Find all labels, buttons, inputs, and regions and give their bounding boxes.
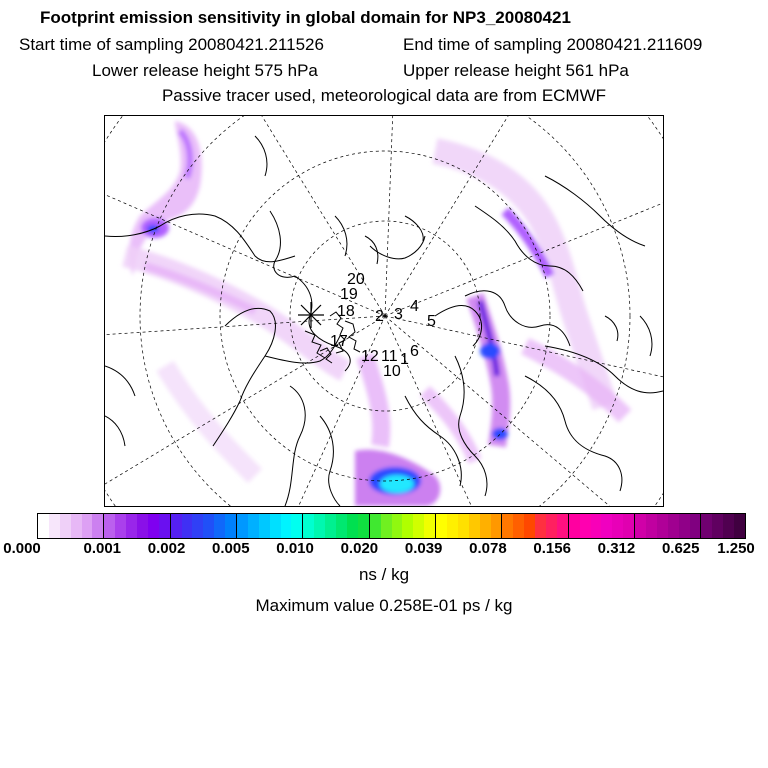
plume-northwest — [125, 121, 345, 476]
plot-title: Footprint emission sensitivity in global domain for NP3_20080421 — [40, 8, 571, 27]
color-swatch — [502, 514, 513, 538]
color-swatch — [436, 514, 447, 538]
color-swatch — [291, 514, 303, 538]
color-scale-tick-label: 0.078 — [469, 540, 507, 557]
color-swatch — [646, 514, 657, 538]
color-swatch — [392, 514, 403, 538]
color-swatch — [303, 514, 314, 538]
color-swatch — [402, 514, 413, 538]
color-swatch — [569, 514, 580, 538]
release-label-10: 10 — [383, 363, 401, 380]
color-swatch — [281, 514, 292, 538]
color-swatch — [171, 514, 182, 538]
color-scale-tick-label: 0.625 — [661, 540, 700, 557]
release-label-1: 1 — [400, 351, 409, 368]
color-swatch — [668, 514, 679, 538]
color-swatch — [214, 514, 225, 538]
release-label-17: 17 — [330, 333, 348, 350]
release-label-3: 3 — [394, 306, 403, 323]
color-swatch — [115, 514, 126, 538]
color-swatch — [49, 514, 60, 538]
color-swatch — [270, 514, 281, 538]
start-time: Start time of sampling 20080421.211526 — [19, 35, 324, 54]
release-label-12: 12 — [361, 348, 379, 365]
color-swatch — [701, 514, 712, 538]
color-scale-tick-label: 0.010 — [276, 540, 314, 557]
color-swatch — [469, 514, 480, 538]
release-label-4: 4 — [410, 298, 419, 315]
release-label-6: 6 — [410, 343, 419, 360]
color-swatch — [259, 514, 270, 538]
color-scale-tick-label: 0.039 — [404, 540, 443, 557]
color-scale-tick-label: 0.312 — [597, 540, 636, 557]
color-swatch — [192, 514, 203, 538]
color-swatch — [524, 514, 535, 538]
color-swatch — [712, 514, 723, 538]
release-markers — [298, 302, 324, 328]
color-swatch — [557, 514, 569, 538]
color-swatch — [137, 514, 148, 538]
color-scale-tick-label: 0.000 — [3, 540, 41, 557]
color-swatch — [159, 514, 171, 538]
color-swatch — [71, 514, 82, 538]
color-swatch — [679, 514, 690, 538]
color-swatch — [325, 514, 336, 538]
color-scale-ticks — [0, 540, 768, 560]
tracer-note: Passive tracer used, meteorological data are from ECMWF — [161, 86, 607, 105]
color-scale-bar — [37, 513, 746, 539]
color-swatch — [591, 514, 602, 538]
upper-release-height: Upper release height 561 hPa — [403, 61, 629, 80]
color-swatch — [203, 514, 214, 538]
color-swatch — [104, 514, 115, 538]
color-scale-tick-label: 0.020 — [340, 540, 379, 557]
color-swatch — [60, 514, 71, 538]
color-swatch — [601, 514, 612, 538]
color-swatch — [237, 514, 248, 538]
color-swatch — [447, 514, 458, 538]
color-swatch — [612, 514, 623, 538]
color-swatch — [92, 514, 104, 538]
end-time: End time of sampling 20080421.211609 — [403, 35, 703, 54]
release-label-19: 19 — [340, 286, 358, 303]
color-swatch — [248, 514, 259, 538]
color-scale-tick-label: 0.001 — [83, 540, 122, 557]
release-label-18: 18 — [337, 303, 355, 320]
color-swatch — [381, 514, 392, 538]
footprint-map — [104, 115, 664, 507]
release-label-2: 2 — [375, 308, 384, 325]
color-swatch — [513, 514, 524, 538]
color-scale-tick-label: 1.250 — [717, 540, 755, 557]
color-swatch — [424, 514, 436, 538]
color-scale-tick-label: 0.005 — [212, 540, 250, 557]
color-swatch — [225, 514, 237, 538]
release-label-11: 11 — [381, 348, 398, 365]
color-swatch — [413, 514, 424, 538]
color-swatch — [458, 514, 469, 538]
color-swatch — [491, 514, 503, 538]
color-swatch — [82, 514, 93, 538]
color-swatch — [182, 514, 193, 538]
color-scale-tick-label: 0.156 — [533, 540, 571, 557]
color-swatch — [546, 514, 557, 538]
color-swatch — [723, 514, 734, 538]
color-scale-tick-label: 0.002 — [147, 540, 186, 557]
maximum-value: Maximum value 0.258E-01 ps / kg — [255, 596, 513, 615]
color-swatch — [635, 514, 646, 538]
color-swatch — [347, 514, 358, 538]
color-swatch — [580, 514, 591, 538]
polar-map-canvas — [105, 116, 663, 506]
color-swatch — [126, 514, 137, 538]
color-swatch — [38, 514, 49, 538]
release-label-5: 5 — [427, 313, 436, 330]
color-swatch — [535, 514, 546, 538]
color-swatch — [623, 514, 635, 538]
color-swatch — [690, 514, 702, 538]
color-swatch — [370, 514, 381, 538]
color-swatch — [336, 514, 347, 538]
color-swatch — [734, 514, 745, 538]
color-swatch — [480, 514, 491, 538]
units-label: ns / kg — [358, 565, 410, 584]
lower-release-height: Lower release height 575 hPa — [92, 61, 318, 80]
color-swatch — [314, 514, 325, 538]
release-label-20: 20 — [347, 271, 365, 288]
color-swatch — [358, 514, 370, 538]
color-swatch — [657, 514, 668, 538]
color-swatch — [148, 514, 159, 538]
